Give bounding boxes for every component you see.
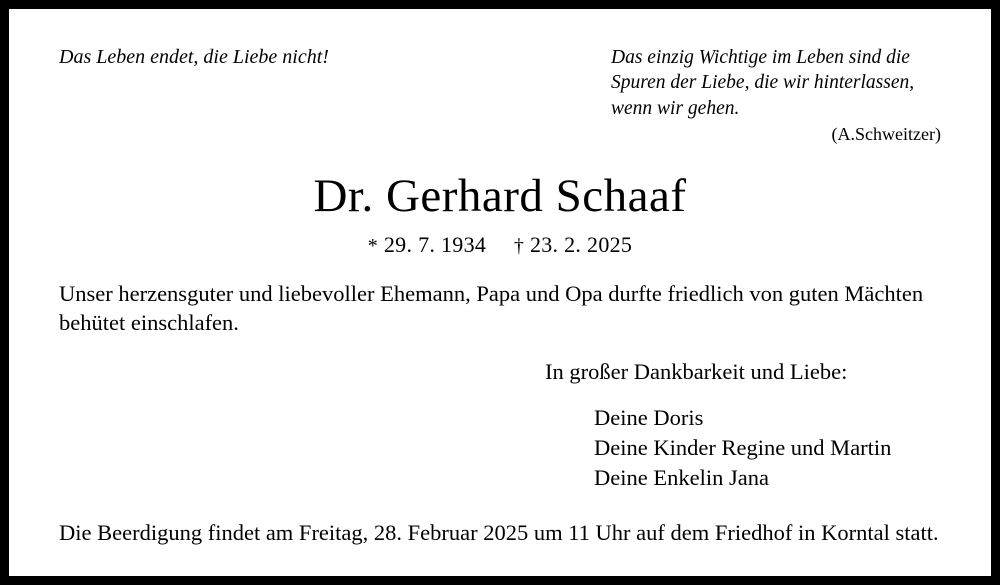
death-symbol: † <box>513 234 525 257</box>
deceased-name: Dr. Gerhard Schaaf <box>313 170 687 223</box>
motto-right-block <box>611 45 941 146</box>
family-list <box>59 403 941 493</box>
family-member: Deine Enkelin Jana <box>594 465 769 491</box>
motto-left: Das Leben endet, die Liebe nicht! <box>59 46 329 68</box>
family-member: Deine Kinder Regine und Martin <box>594 435 892 461</box>
death-date: 23. 2. 2025 <box>529 231 633 257</box>
family-member: Deine Doris <box>594 405 704 431</box>
gratitude-line: In großer Dankbarkeit und Liebe: <box>545 359 848 385</box>
funeral-details: Die Beerdigung findet am Freitag, 28. Februar 2025 um 11 Uhr auf dem Friedhof in Korntal statt. <box>59 520 939 546</box>
notice-inner <box>9 9 991 576</box>
birth-date: 29. 7. 1934 <box>383 231 487 257</box>
motto-right-quote: Das einzig Wichtige im Leben sind die Spuren der Liebe, die wir hinterlassen, wenn wir gehen. <box>611 47 915 119</box>
birth-symbol: * <box>367 234 379 257</box>
motto-row <box>59 45 941 146</box>
motto-right-attribution: (A.Schweitzer) <box>831 124 941 145</box>
memorial-body-text: Unser herzensguter und liebevoller Ehemann, Papa und Opa durfte friedlich von guten Mächten behütet einschlafen. <box>59 280 924 335</box>
life-dates <box>59 232 941 258</box>
